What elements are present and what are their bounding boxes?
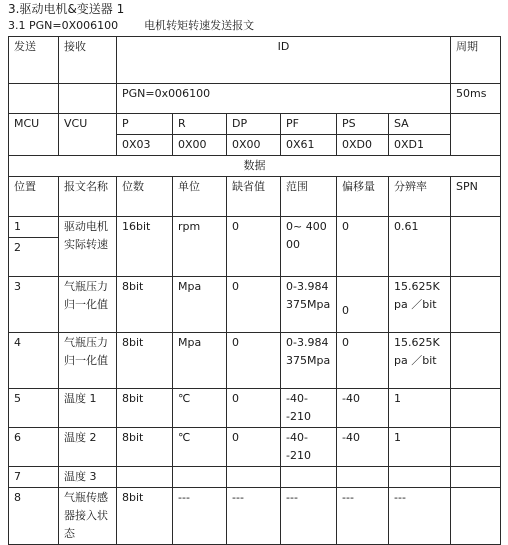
row-offset: --- bbox=[337, 488, 389, 545]
row-bits: 8bit bbox=[117, 333, 173, 389]
column-header: 报文名称 bbox=[59, 177, 117, 217]
receive-header: 接收 bbox=[59, 37, 117, 84]
row-name: 气瓶传感器接入状态 bbox=[59, 488, 117, 545]
row-default: 0 bbox=[227, 333, 281, 389]
row-position: 6 bbox=[9, 428, 59, 467]
period-header: 周期 bbox=[451, 37, 501, 84]
id-field-name: P bbox=[117, 114, 173, 135]
row-bits bbox=[117, 467, 173, 488]
row-spn bbox=[451, 333, 501, 389]
row-unit: Mpa bbox=[173, 333, 227, 389]
row-position: 8 bbox=[9, 488, 59, 545]
row-position: 4 bbox=[9, 333, 59, 389]
row-spn bbox=[451, 428, 501, 467]
message-definition-table bbox=[8, 36, 501, 545]
row-name: 温度 2 bbox=[59, 428, 117, 467]
row-range: 0-3.984 375Mpa bbox=[281, 277, 337, 333]
id-field-value: 0X03 bbox=[117, 135, 173, 156]
column-header: 缺省值 bbox=[227, 177, 281, 217]
row-resolution: 15.625Kpa ／bit bbox=[389, 277, 451, 333]
row-position: 3 bbox=[9, 277, 59, 333]
column-header: SPN bbox=[451, 177, 501, 217]
row-range bbox=[281, 467, 337, 488]
row-bits: 8bit bbox=[117, 389, 173, 428]
id-field-name: DP bbox=[227, 114, 281, 135]
row-spn bbox=[451, 389, 501, 428]
row-name: 气瓶压力归一化值 bbox=[59, 277, 117, 333]
row-unit: Mpa bbox=[173, 277, 227, 333]
id-field-name: R bbox=[173, 114, 227, 135]
id-field-name: PS bbox=[337, 114, 389, 135]
row-offset bbox=[337, 467, 389, 488]
row-default: 0 bbox=[227, 217, 281, 277]
row-bits: 8bit bbox=[117, 277, 173, 333]
row-unit: ℃ bbox=[173, 428, 227, 467]
row-unit: rpm bbox=[173, 217, 227, 277]
id-field-value: 0XD0 bbox=[337, 135, 389, 156]
id-field-value: 0XD1 bbox=[389, 135, 451, 156]
row-name: 温度 1 bbox=[59, 389, 117, 428]
row-spn bbox=[451, 488, 501, 545]
section-subheading bbox=[8, 18, 254, 34]
row-range: -40--210 bbox=[281, 389, 337, 428]
row-unit: ℃ bbox=[173, 389, 227, 428]
row-default: --- bbox=[227, 488, 281, 545]
send-header: 发送 bbox=[9, 37, 59, 84]
row-offset: 0 bbox=[337, 277, 389, 333]
row-name: 驱动电机实际转速 bbox=[59, 217, 117, 277]
row-range: 0~ 40000 bbox=[281, 217, 337, 277]
blank-cell bbox=[9, 84, 59, 114]
row-resolution: 1 bbox=[389, 389, 451, 428]
sender-cell: MCU bbox=[9, 114, 59, 156]
row-spn bbox=[451, 467, 501, 488]
id-field-value: 0X00 bbox=[227, 135, 281, 156]
row-resolution: --- bbox=[389, 488, 451, 545]
row-unit bbox=[173, 467, 227, 488]
row-resolution: 15.625Kpa ／bit bbox=[389, 333, 451, 389]
id-header: ID bbox=[117, 37, 451, 84]
id-field-value: 0X00 bbox=[173, 135, 227, 156]
column-header: 分辨率 bbox=[389, 177, 451, 217]
column-header: 偏移量 bbox=[337, 177, 389, 217]
row-spn bbox=[451, 277, 501, 333]
id-field-name: PF bbox=[281, 114, 337, 135]
row-resolution: 1 bbox=[389, 428, 451, 467]
row-default: 0 bbox=[227, 389, 281, 428]
pgn-cell: PGN=0x006100 bbox=[117, 84, 451, 114]
row-position: 2 bbox=[9, 238, 59, 277]
row-bits: 8bit bbox=[117, 428, 173, 467]
column-header: 单位 bbox=[173, 177, 227, 217]
message-title: 电机转矩转速发送报文 bbox=[144, 19, 255, 32]
row-position: 7 bbox=[9, 467, 59, 488]
column-header: 范围 bbox=[281, 177, 337, 217]
row-range: --- bbox=[281, 488, 337, 545]
row-offset: -40 bbox=[337, 428, 389, 467]
row-name: 温度 3 bbox=[59, 467, 117, 488]
data-section-title: 数据 bbox=[9, 156, 501, 177]
id-field-name: SA bbox=[389, 114, 451, 135]
row-resolution: 0.61 bbox=[389, 217, 451, 277]
pgn-label: 3.1 PGN=0X006100 bbox=[8, 19, 119, 32]
receiver-cell: VCU bbox=[59, 114, 117, 156]
column-header: 位置 bbox=[9, 177, 59, 217]
period-cell: 50ms bbox=[451, 84, 501, 114]
id-field-value: 0X61 bbox=[281, 135, 337, 156]
blank-cell bbox=[451, 114, 501, 156]
row-range: 0-3.984 375Mpa bbox=[281, 333, 337, 389]
row-offset: -40 bbox=[337, 389, 389, 428]
row-name: 气瓶压力归一化值 bbox=[59, 333, 117, 389]
row-range: -40--210 bbox=[281, 428, 337, 467]
row-bits: 8bit bbox=[117, 488, 173, 545]
row-default bbox=[227, 467, 281, 488]
row-offset: 0 bbox=[337, 333, 389, 389]
row-offset: 0 bbox=[337, 217, 389, 277]
column-header: 位数 bbox=[117, 177, 173, 217]
row-position: 5 bbox=[9, 389, 59, 428]
row-spn bbox=[451, 217, 501, 277]
row-bits: 16bit bbox=[117, 217, 173, 277]
row-default: 0 bbox=[227, 428, 281, 467]
row-default: 0 bbox=[227, 277, 281, 333]
row-unit: --- bbox=[173, 488, 227, 545]
row-position: 1 bbox=[9, 217, 59, 238]
section-heading: 3.驱动电机&变送器 1 bbox=[8, 2, 125, 16]
row-resolution bbox=[389, 467, 451, 488]
blank-cell bbox=[59, 84, 117, 114]
